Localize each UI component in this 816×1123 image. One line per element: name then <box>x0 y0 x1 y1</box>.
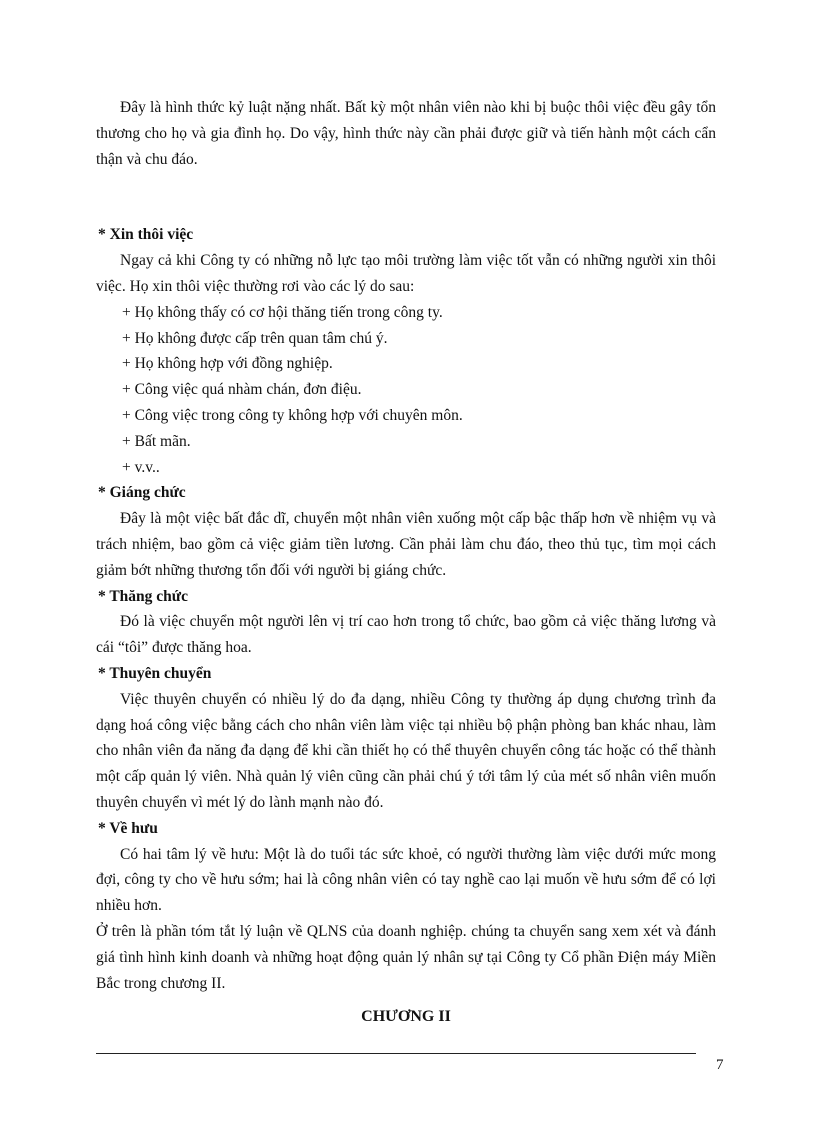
heading-demotion: * Giáng chức <box>98 484 186 502</box>
list-item: + v.v.. <box>122 458 160 476</box>
demotion-paragraph: Đây là một việc bất đắc dĩ, chuyển một nhân viên xuống một cấp bậc thấp hơn về nhiệm vụ và trách nhiệm, bao gồm cả việc giảm tiền lương. Cần phải làm chu đáo, theo thủ tục, tìm mọi cách giảm bớt những thương tổn đối với người bị giáng chức. <box>96 510 716 579</box>
list-item: + Công việc quá nhàm chán, đơn điệu. <box>122 381 362 399</box>
list-item: + Họ không được cấp trên quan tâm chú ý. <box>122 329 388 347</box>
page-number: 7 <box>716 1057 724 1073</box>
heading-promotion: * Thăng chức <box>98 587 188 605</box>
heading-transfer: * Thuyên chuyển <box>98 664 212 682</box>
resign-paragraph: Ngay cả khi Công ty có những nỗ lực tạo môi trường làm việc tốt vẫn có những người xin thôi việc. Họ xin thôi việc thường rơi vào các lý do sau: <box>96 252 716 295</box>
heading-retire: * Về hưu <box>98 819 158 837</box>
chapter-title: CHƯƠNG II <box>361 1008 451 1025</box>
summary-paragraph: Ở trên là phần tóm tắt lý luận về QLNS của doanh nghiệp. chúng ta chuyển sang xem xét và đánh giá tình hình kinh doanh và những hoạt động quản lý nhân sự tại Công ty Cổ phần Điện máy Miền Bắc trong chương II. <box>96 922 716 992</box>
retire-paragraph: Có hai tâm lý về hưu: Một là do tuổi tác sức khoẻ, có người thường làm việc dưới mức mong đợi, công ty cho về hưu sớm; hai là công nhân viên có tay nghề cao lại muốn về hưu sớm để có lợi nhiều hơn. <box>96 845 716 915</box>
list-item: + Họ không hợp với đồng nghiệp. <box>122 355 333 373</box>
promotion-paragraph: Đó là việc chuyển một người lên vị trí cao hơn trong tổ chức, bao gồm cả việc thăng lương và cái “tôi” được thăng hoa. <box>96 613 716 657</box>
list-item: + Công việc trong công ty không hợp với chuyên môn. <box>122 406 463 424</box>
transfer-paragraph: Việc thuyên chuyển có nhiều lý do đa dạng, nhiều Công ty thường áp dụng chương trình đa dạng hoá công việc bằng cách cho nhân viên làm việc tại nhiều bộ phận phòng ban khác nhau, làm cho nhân viên đa năng đa dạng để khi cần thiết họ có thể thuyên chuyển công tác hoặc có thể thành một cấp quản lý viên. Nhà quản lý viên cũng cần phải chú ý tới tâm lý của mét số nhân viên muốn thuyên chuyển vì mét lý do lành mạnh nào đó. <box>96 690 716 811</box>
intro-paragraph: Đây là hình thức kỷ luật nặng nhất. Bất kỳ một nhân viên nào khi bị buộc thôi việc đều gây tổn thương cho họ và gia đình họ. Do vậy, hình thức này cần phải được giữ và tiến hành một cách cẩn thận và chu đáo. <box>96 99 716 168</box>
heading-resign: * Xin thôi việc <box>98 226 194 244</box>
body-text <box>96 95 716 996</box>
footer-rule <box>96 1053 696 1054</box>
list-item: + Bất mãn. <box>122 432 191 450</box>
list-item: + Họ không thấy có cơ hội thăng tiến trong công ty. <box>122 303 443 321</box>
